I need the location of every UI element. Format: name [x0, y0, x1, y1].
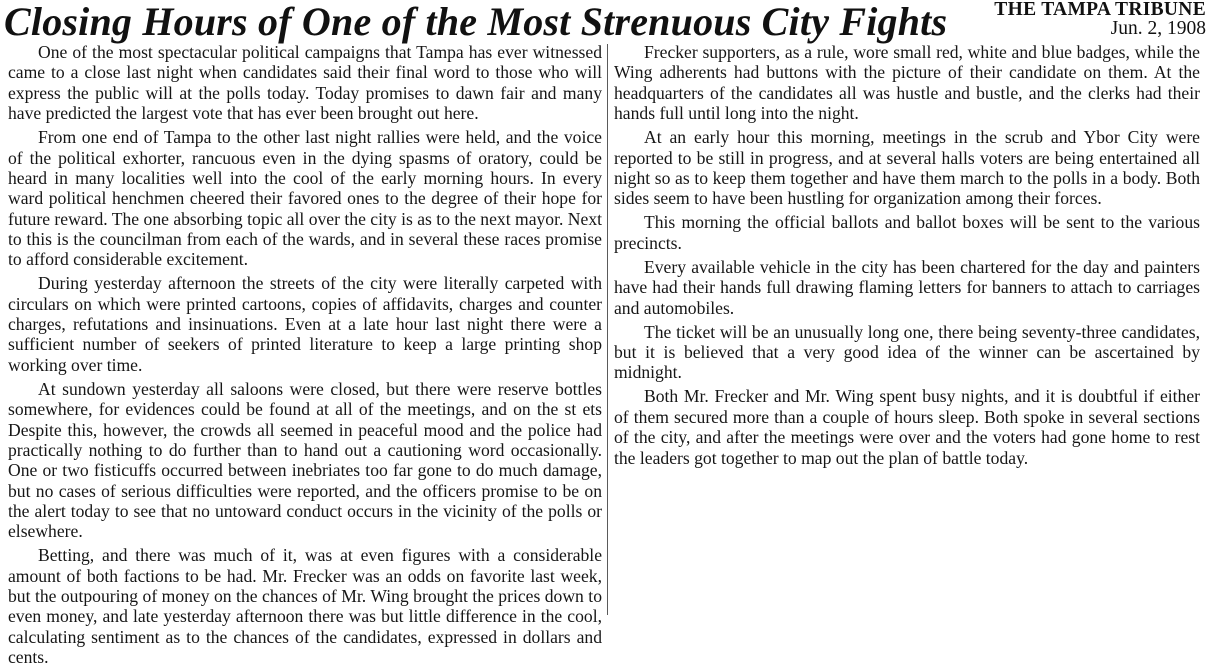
- paragraph: During yesterday afternoon the streets of the city were literally carpeted with circulars on which were printed cartoons, copies of affidavits, charges and counter charges, refutations and insinuations. Even at a late hour last night there were a sufficient number of seekers of printed literature to keep a large printing shop working over time.: [8, 273, 602, 375]
- headline: Closing Hours of One of the Most Strenuous City Fights: [4, 0, 948, 44]
- publication-date: Jun. 2, 1908: [1110, 18, 1206, 39]
- paragraph: At an early hour this morning, meetings in the scrub and Ybor City were reported to be still in progress, and at several halls voters are being entertained all night so as to keep them together and have them march to the polls in a body. Both sides seem to have been hustling for organization among their forces.: [614, 127, 1200, 209]
- paragraph: From one end of Tampa to the other last night rallies were held, and the voice of the political exhorter, rancuous even in the dying spasms of oratory, could be heard in many localities well into the cool of the early morning hours. In every ward political henchmen cheered their favored ones to the degree of their hope for future reward. The one absorbing topic all over the city is as to the next mayor. Next to this is the councilman from each of the wards, and in several these races promise to afford considerable excitement.: [8, 127, 602, 270]
- paragraph: Betting, and there was much of it, was at even figures with a considerable amount of both factions to be had. Mr. Frecker was an odds on favorite last week, but the outpouring of money on the chances of Mr. Wing brought the prices down to even money, and late yesterday afternoon there was but little difference in the cool, calculating sentiment as to the chances of the candidates, expressed in dollars and cents.: [8, 545, 602, 668]
- paragraph: The ticket will be an unusually long one, there being seventy-three candidates, but it is believed that a very good idea of the winner can be ascertained by midnight.: [614, 321, 1200, 383]
- paragraph: Every available vehicle in the city has been chartered for the day and painters have had their hands full drawing flaming letters for banners to attach to carriages and automobiles.: [614, 256, 1200, 318]
- masthead: [994, 0, 1206, 38]
- paragraph: This morning the official ballots and ballot boxes will be sent to the various precincts.: [614, 212, 1200, 253]
- paragraph: One of the most spectacular political campaigns that Tampa has ever witnessed came to a close last night when candidates said their final word to those who will express the public will at the polls today. Today promises to dawn fair and many have predicted the largest vote that has ever been brought out here.: [8, 42, 602, 124]
- paragraph: Frecker supporters, as a rule, wore small red, white and blue badges, while the Wing adherents had buttons with the picture of their candidate on them. At the headquarters of the candidates all was hustle and bustle, and the clerks had their hands full until long into the night.: [614, 42, 1200, 124]
- paragraph: At sundown yesterday all saloons were closed, but there were reserve bottles somewhere, for evidences could be found at all of the meetings, and on the st ets Despite this, however, the crowds all seemed in peaceful mood and the police had practically nothing to do further than to hand out a cautioning word occasionally. One or two fisticuffs occurred between inebriates too far gone to do much damage, but no cases of serious difficulties were reported, and the officers promise to be on the alert today to see that no untoward conduct occurs in the vicinity of the polls or elsewhere.: [8, 378, 602, 542]
- article-column-right: [614, 42, 1200, 472]
- column-divider: [607, 44, 608, 615]
- paragraph: Both Mr. Frecker and Mr. Wing spent busy nights, and it is doubtful if either of them secured more than a couple of hours sleep. Both spoke in several sections of the city, and after the meetings were over and the voters had gone home to rest the leaders got together to map out the plan of battle today.: [614, 386, 1200, 468]
- article-column-left: [8, 42, 602, 671]
- newspaper-name: THE TAMPA TRIBUNE: [994, 0, 1206, 20]
